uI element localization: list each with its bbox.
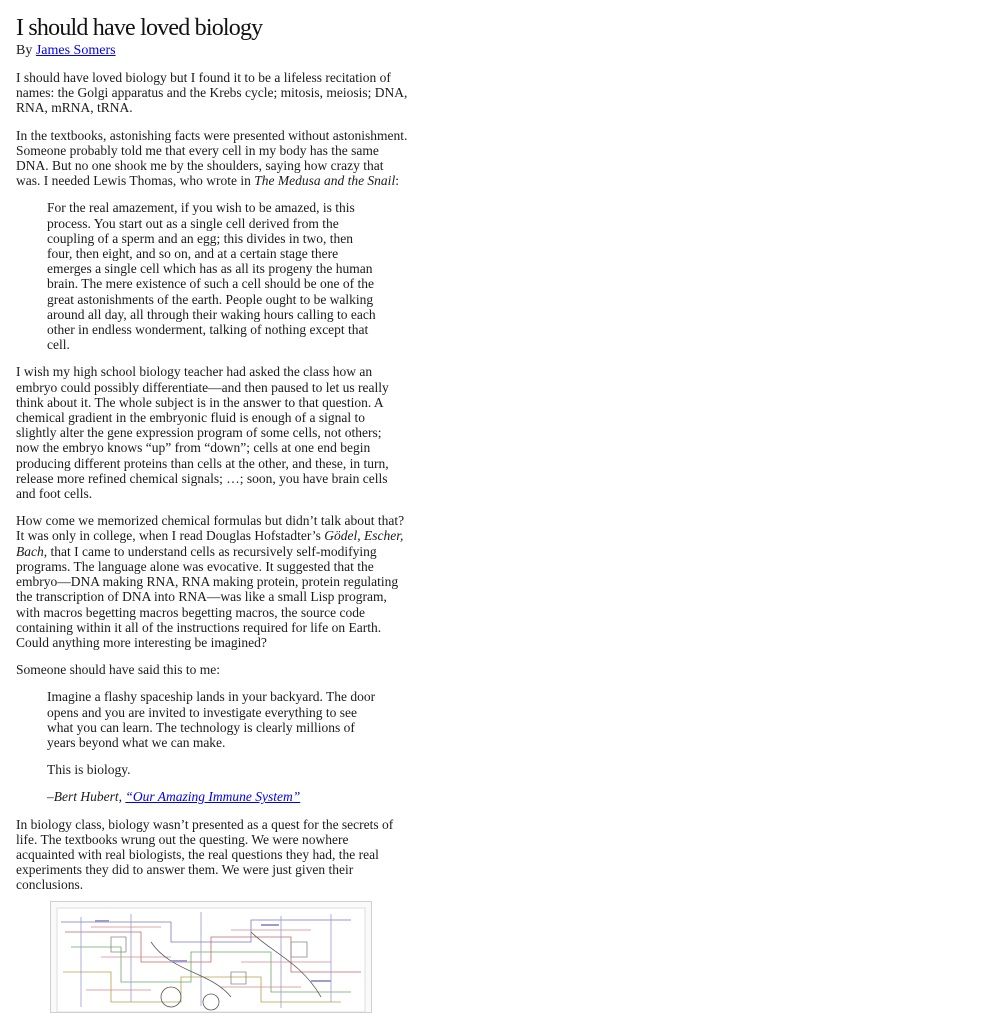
book-title-medusa: The Medusa and the Snail [254, 173, 396, 189]
paragraph-5: Someone should have said this to me: [16, 662, 220, 678]
paragraph-4-text: How come we memorized chemical formulas but didn’t talk about that? It was only in college, when I read Douglas Hofstadter’s [16, 513, 405, 544]
paragraph-2-text: In the textbooks, astonishing facts were presented without astonishment. Someone probably told me that every cell in my body has the same DNA. But no one shook me by the shoulders, saying how crazy that was. I needed Lewis Thomas, who wrote in [16, 127, 408, 189]
metabolic-map-image [51, 902, 371, 1012]
blockquote-bert-hubert [47, 689, 377, 804]
quote-attribution [47, 789, 377, 804]
quote-2-paragraph-1: Imagine a flashy spaceship lands in your backyard. The door opens and you are invited to investigate everything to see what you can learn. The technology is clearly millions of years beyond what we can make. [47, 689, 376, 750]
immune-system-link[interactable]: “Our Amazing Immune System” [125, 789, 301, 805]
paragraph-6: In biology class, biology wasn’t presented as a quest for the secrets of life. The textbooks wrung out the questing. We were nowhere acquainted with real biologists, the real questions they had, the real experiments they did to answer them. We were just given their conclusions. [16, 816, 394, 893]
paragraph-2-end: : [395, 173, 399, 189]
article [16, 14, 408, 893]
byline-prefix: By [16, 43, 36, 58]
quote-2-paragraph-2: This is biology. [47, 762, 131, 778]
metabolic-pathways-figure [50, 901, 372, 1013]
paragraph-4 [16, 513, 408, 650]
quote-1-text: For the real amazement, if you wish to be amazed, is this process. You start out as a single cell derived from the coupling of a sperm and an egg; this divides in two, then four, then eight, and so on, and at a certain stage there emerges a single cell which has as all its progeny the human brain. The mere existence of such a cell should be one of the great astonishments of the earth. People ought to be walking around all day, all through their waking hours calling to each other in endless wonderment, talking of nothing except that cell. [47, 200, 376, 353]
paragraph-2 [16, 128, 408, 189]
author-link[interactable]: James Somers [35, 43, 116, 58]
book-title-geb: Gödel, Escher, Bach [16, 528, 404, 559]
attribution-prefix: –Bert Hubert, [47, 789, 126, 805]
article-title: I should have loved biology [16, 15, 263, 41]
byline [16, 42, 408, 60]
paragraph-1: I should have loved biology but I found it to be a lifeless recitation of names: the Golgi apparatus and the Krebs cycle; mitosis, meiosis; DNA, RNA, mRNA, tRNA. [16, 70, 408, 116]
blockquote-lewis-thomas [47, 200, 377, 352]
paragraph-4-end: , that I came to understand cells as recursively self-modifying programs. The language alone was evocative. It suggested that the embryo—DNA making RNA, RNA making protein, protein regulating the transcription of DNA into RNA—was like a small Lisp program, with macros begetting macros begetting macros, the source code containing within it all of the instructions required for life on Earth. Could anything more interesting be imagined? [16, 543, 399, 650]
paragraph-3: I wish my high school biology teacher had asked the class how an embryo could possibly differentiate—and then paused to let us really think about it. The whole subject is in the answer to that question. A chemical gradient in the embryonic fluid is enough of a signal to slightly alter the gene expression program of some cells, not others; now the embryo knows “up” from “down”; cells at one end begin producing different proteins than cells at the other, and these, in turn, release more refined chemical signals; …; soon, you have brain cells and foot cells. [16, 364, 389, 502]
